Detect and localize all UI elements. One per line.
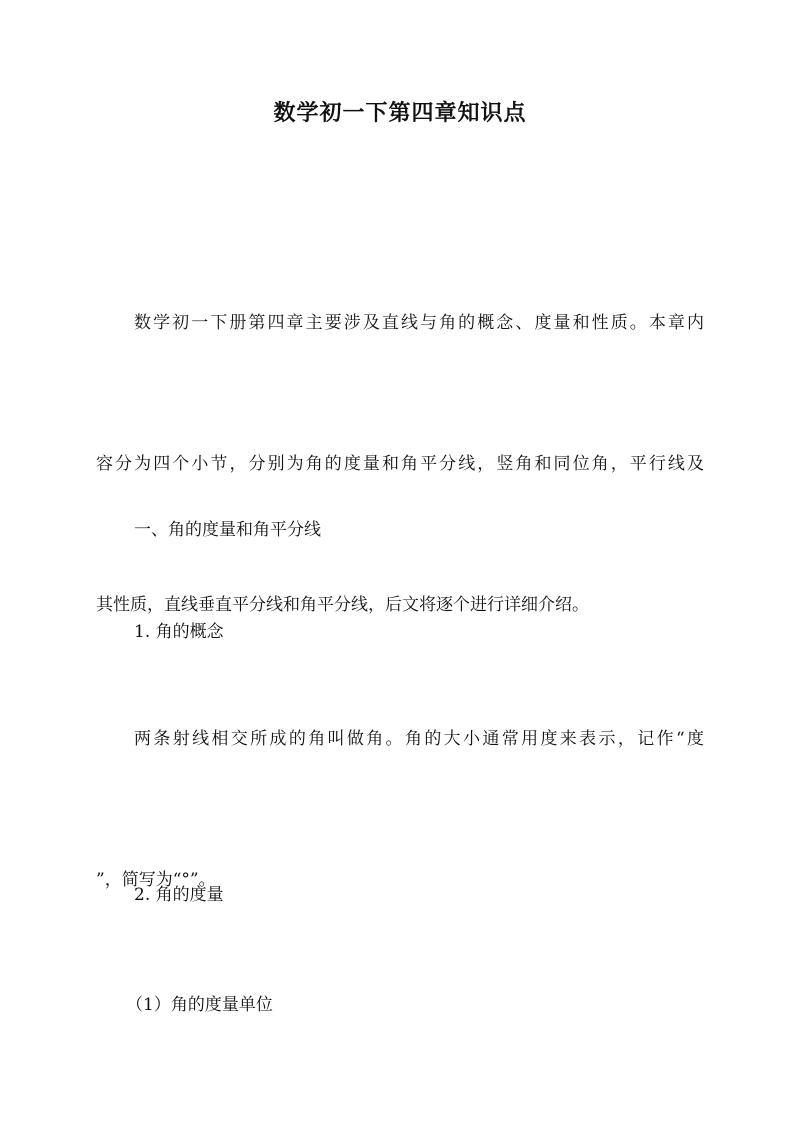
subsection-2-heading: 2. 角的度量 — [134, 885, 224, 905]
intro-line-2: 容分为四个小节，分别为角的度量和角平分线，竖角和同位角，平行线及 — [96, 454, 704, 474]
intro-line-1: 数学初一下册第四章主要涉及直线与角的概念、度量和性质。本章内 — [134, 313, 704, 333]
document-title: 数学初一下第四章知识点 — [273, 100, 527, 126]
subsection-1-heading: 1. 角的概念 — [134, 622, 224, 642]
section-1-heading: 一、角的度量和角平分线 — [134, 520, 321, 540]
list-item — [96, 888, 704, 1123]
definition-line-2: ”，简写为“°”。 — [96, 870, 216, 890]
item-1-heading: （1）角的度量单位 — [126, 995, 273, 1015]
definition-line-1: 两条射线相交所成的角叫做角。角的大小通常用度来表示，记作“度 — [134, 729, 704, 749]
intro-line-3: 其性质，直线垂直平分线和角平分线，后文将逐个进行详细介绍。 — [96, 595, 589, 615]
